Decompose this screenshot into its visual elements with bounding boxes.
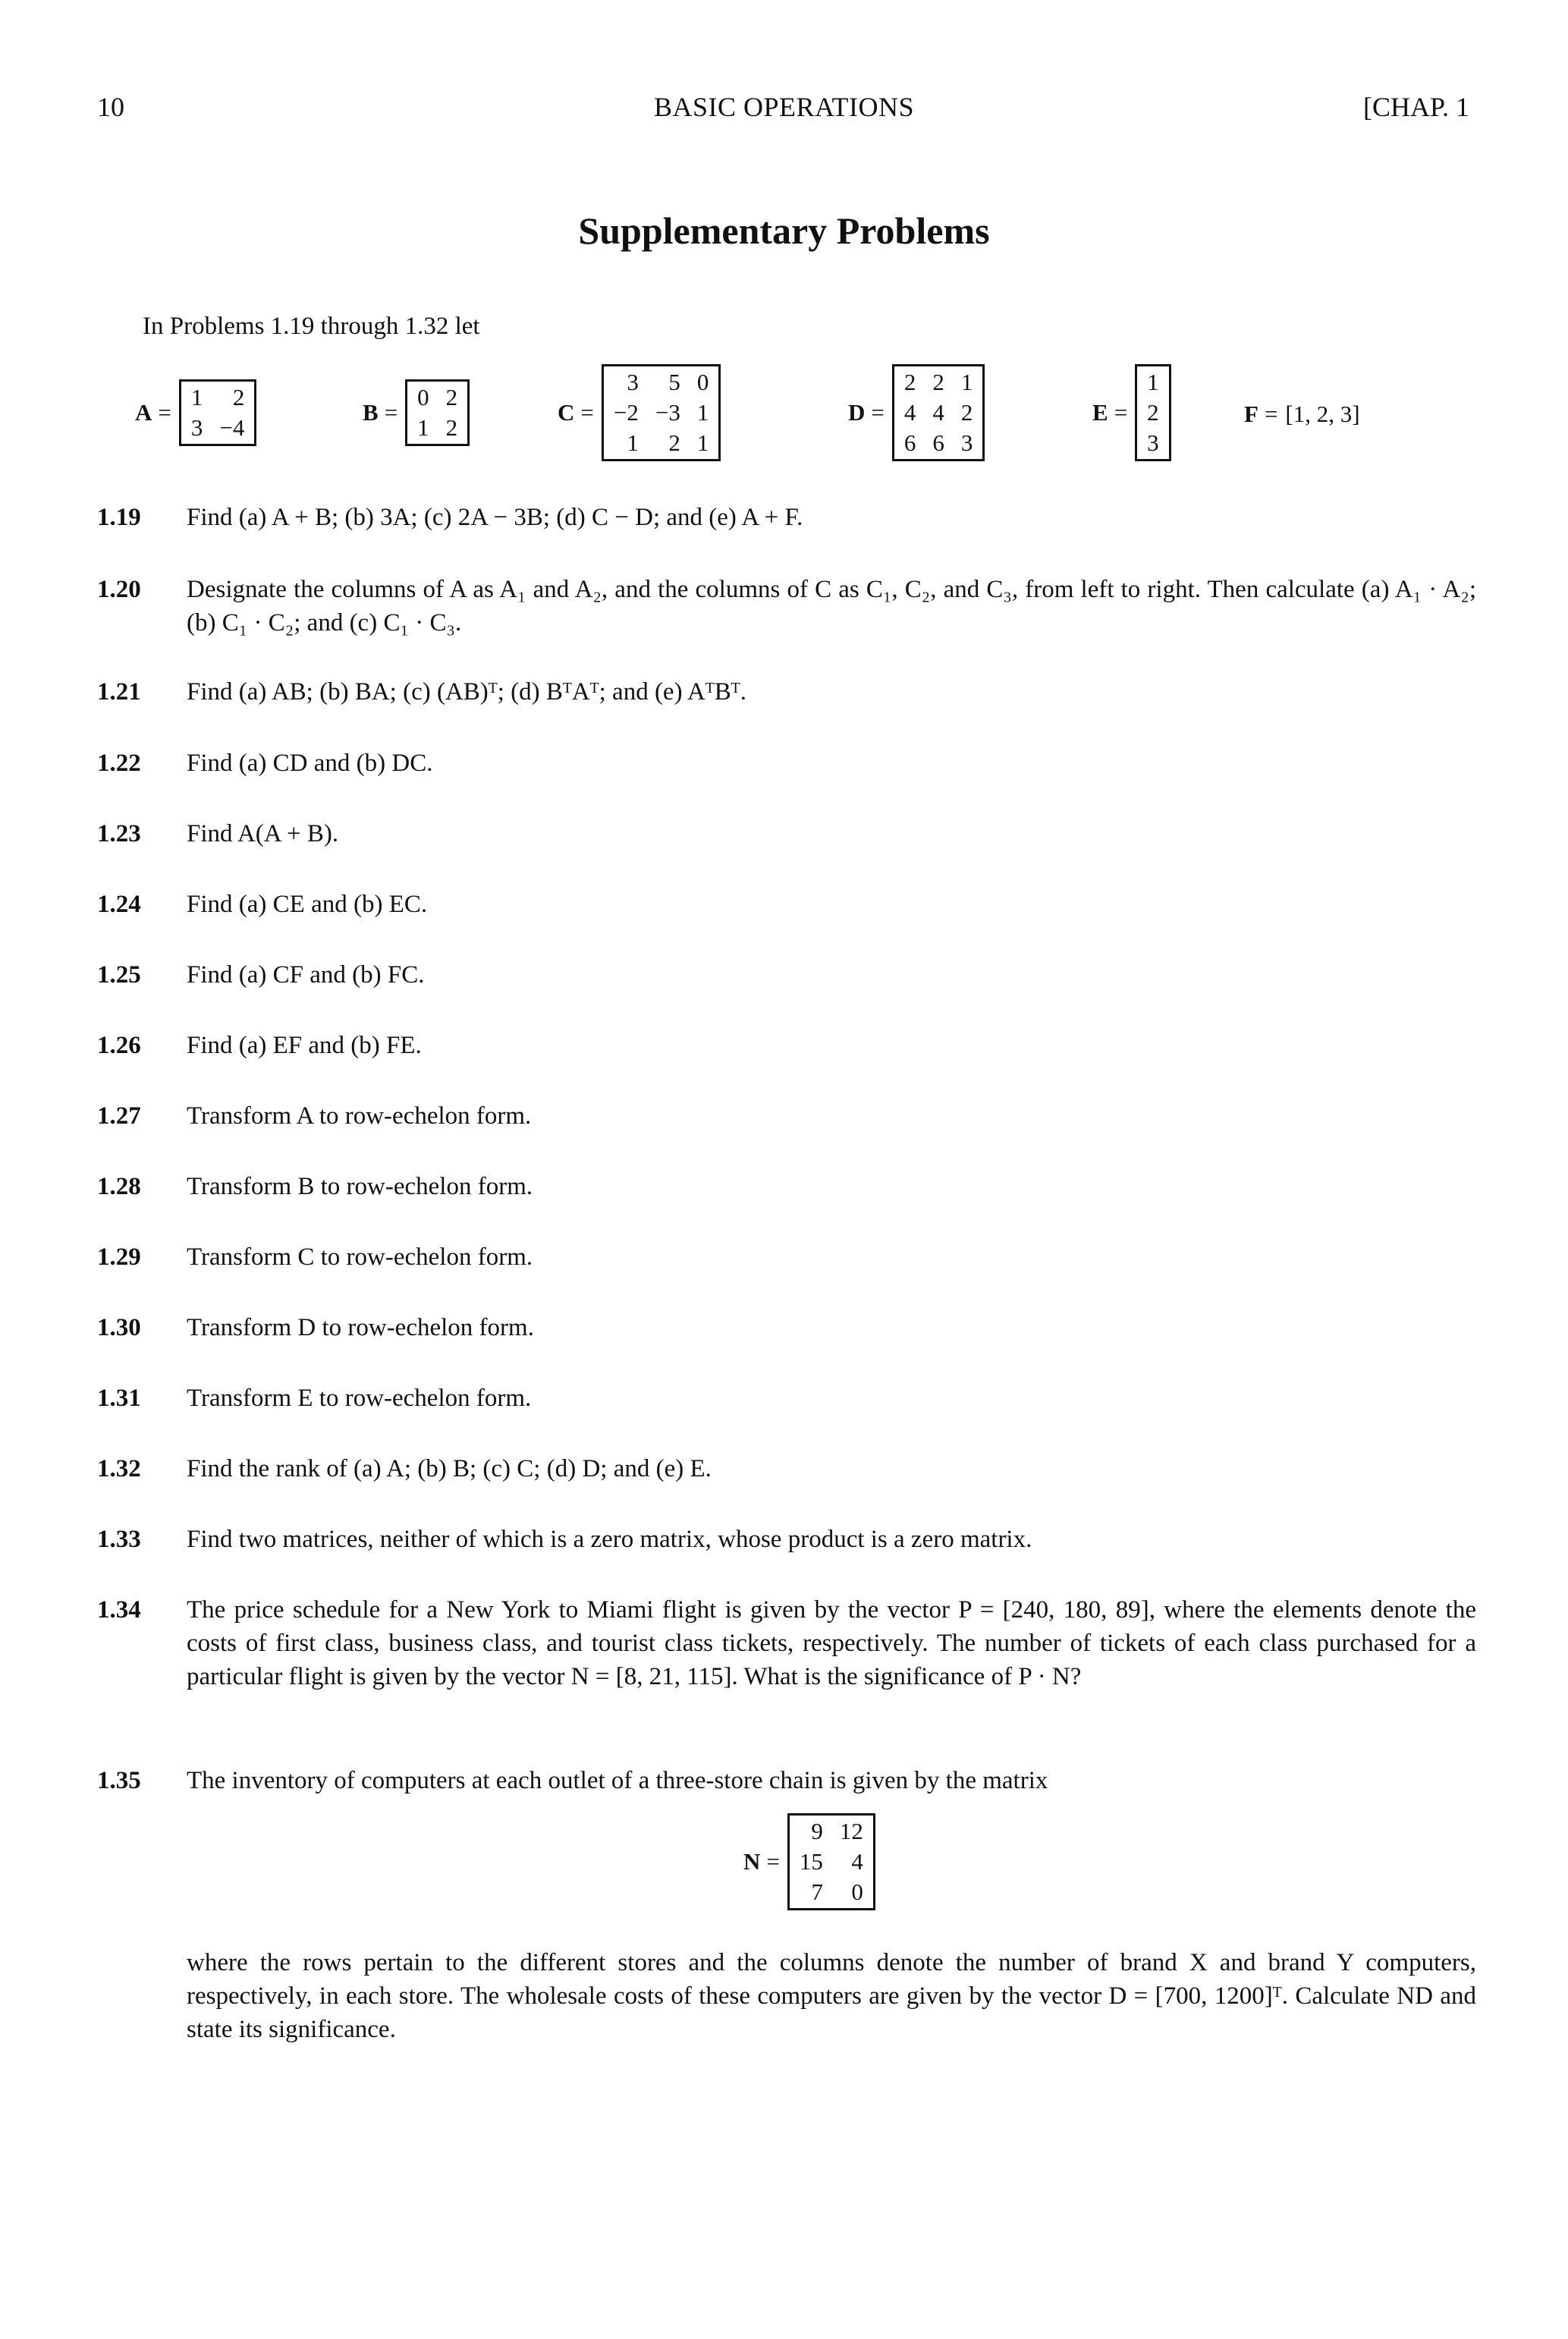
matrix-cell: 12 (839, 1818, 863, 1844)
matrix-cell: 1 (190, 384, 203, 410)
page-header (0, 91, 1568, 129)
matrix-cell: 2 (445, 414, 458, 441)
page-number: 10 (97, 92, 124, 122)
matrix-cell: 1 (1147, 369, 1159, 395)
matrix-cell: 0 (417, 384, 429, 410)
matrix-cell: 3 (960, 429, 973, 456)
matrix-cell: 3 (190, 414, 203, 441)
matrix-cell: 3 (1147, 429, 1159, 456)
section-title: Supplementary Problems (578, 209, 990, 252)
matrix-cell: 2 (932, 369, 944, 395)
matrix-B: B = 0 2 1 2 (363, 379, 470, 446)
matrix-A: A = 1 2 3 −4 (135, 379, 256, 446)
matrix-cell: 0 (696, 369, 709, 395)
matrix-definitions (0, 357, 1568, 478)
matrix-cell: 2 (1147, 399, 1159, 426)
matrix-D: D = 2 2 1 4 4 2 6 6 3 (848, 364, 985, 461)
matrix-cell: 2 (232, 384, 245, 410)
matrix-cell: 1 (696, 399, 709, 426)
matrix-cell: 2 (903, 369, 916, 395)
matrix-cell: 4 (903, 399, 916, 426)
matrix-cell: 1 (960, 369, 973, 395)
running-title: BASIC OPERATIONS (653, 92, 915, 122)
matrix-cell: 2 (668, 429, 680, 456)
matrix-N-cells (787, 1816, 875, 1908)
vector-F-value: [1, 2, 3] (1285, 401, 1360, 427)
matrix-B-cells (405, 382, 470, 444)
matrix-C-cells (602, 366, 721, 459)
matrix-D-cells (892, 366, 985, 459)
matrix-cell: −4 (219, 414, 245, 441)
matrix-N: N = 9 12 15 4 7 0 (743, 1813, 875, 1910)
matrix-cell: 4 (932, 399, 944, 426)
matrix-cell: 5 (668, 369, 680, 395)
matrix-cell: 3 (627, 369, 639, 395)
matrix-cell: 1 (696, 429, 709, 456)
matrix-cell: 15 (799, 1848, 823, 1875)
matrix-C: C = 3 5 0 −2 −3 1 1 2 1 (558, 364, 721, 461)
matrix-cell: 7 (811, 1878, 823, 1905)
matrix-cell: 2 (960, 399, 973, 426)
matrix-cell: −3 (655, 399, 680, 426)
intro-text: In Problems 1.19 through 1.32 let (143, 313, 480, 340)
matrix-A-cells (179, 382, 256, 444)
matrix-cell: 9 (811, 1818, 823, 1844)
matrix-E-cells (1135, 366, 1171, 459)
matrix-cell: 6 (903, 429, 916, 456)
matrix-cell: 2 (445, 384, 458, 410)
matrix-E: E = 1 2 3 (1092, 364, 1171, 461)
matrix-cell: 1 (627, 429, 639, 456)
vector-F: F = [1, 2, 3] (1244, 401, 1360, 427)
matrix-cell: 0 (851, 1878, 863, 1905)
matrix-cell: 4 (851, 1848, 863, 1875)
matrix-cell: −2 (613, 399, 639, 426)
matrix-cell: 6 (932, 429, 944, 456)
chapter-label: [CHAP. 1 (1362, 92, 1469, 122)
page: 10 BASIC OPERATIONS [CHAP. 1 Supplementary Problems In Problems 1.19 through 1.32 let A = 1 2 3 −4 B = 0 2 1 2 C = 3 5 0 −2 −3 1 1 2 1 D = 2 2 1 4 4 2 6 6 3 E = 1 2 3 F = [1, 2, 3] 1.19 Find (a) A + B; (b) 3A; (c) 2A − 3B; (d) C − D; and (e) A + F. 1.20 Designate the columns of A as A₁ and A₂, and the columns of C as C₁, C₂, and C₃, from left to right. Then calculate (a) A₁ · A₂; (b) C₁ · C₂; and (c) C₁ · C₃. 1.21 Find (a) AB; (b) BA; (c) (AB)ᵀ; (d) BᵀAᵀ; and (e) AᵀBᵀ. 1.22 Find (a) CD and (b) DC. 1.23 Find A(A + B). 1.24 Find (a) CE and (b) EC. 1.25 Find (a) CF and (b) FC. 1.26 Find (a) EF and (b) FE. 1.27 Transform A to row-echelon form. 1.28 Transform B to row-echelon form. 1.29 Transform C to row-echelon form. 1.30 Transform D to row-echelon form. 1.31 Transform E to row-echelon form. 1.32 Find the rank of (a) A; (b) B; (c) C; (d) D; and (e) E. 1.33 Find two matrices, neither of which is a zero matrix, whose product is a zero matrix. 1.34 The price schedule for a New York to Miami flight is given by the vector P = [240, 180, 89], where the elements denote the costs of first class, business class, and tourist class tickets, respectively. The number of tickets of each class purchased for a particular flight is given by the vector N = [8, 21, 115]. What is the significance of P · N? 1.35 The inventory of computers at each outlet of a three-store chain is given by the matrix N = 9 12 15 4 7 0 where the rows pertain to the different stores and the columns denote the number of brand X and brand Y computers, respectively, in each store. The wholesale costs of these computers are given by the vector D = [700, 1200]ᵀ. Calculate ND and state its significance. (0, 0, 1568, 2339)
matrix-cell: 1 (417, 414, 429, 441)
